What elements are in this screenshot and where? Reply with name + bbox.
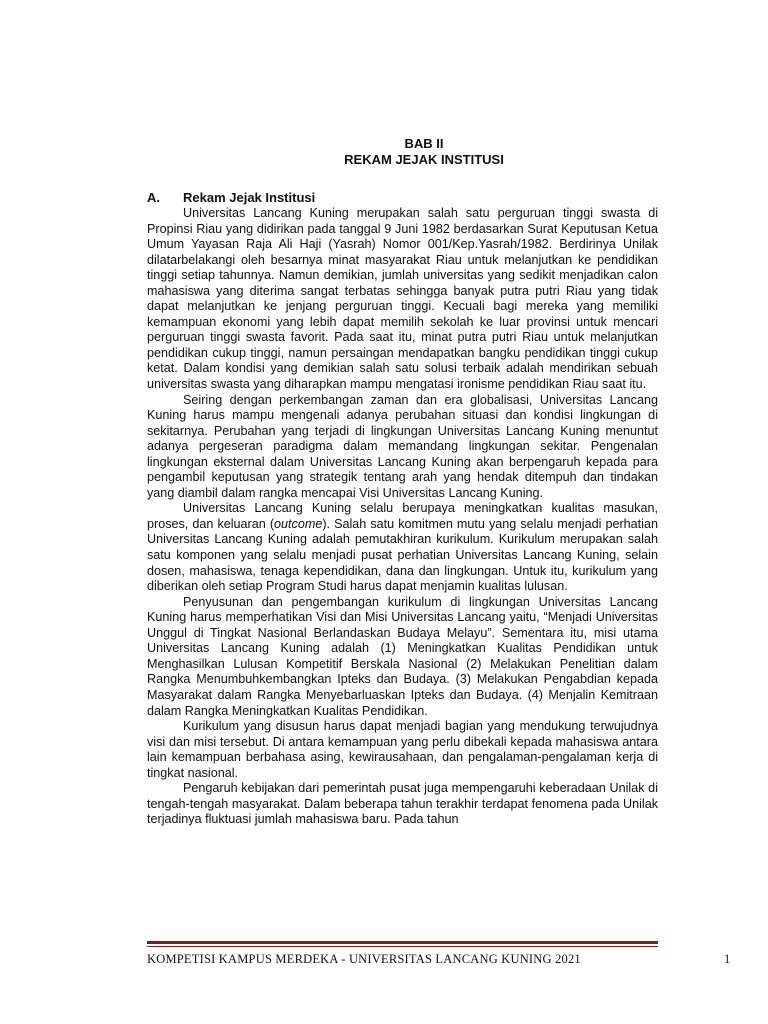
footer-rule-thick xyxy=(147,941,658,944)
italic-term: outcome xyxy=(274,516,323,531)
section-title: Rekam Jejak Institusi xyxy=(183,190,316,205)
page-number: 1 xyxy=(724,952,731,966)
section-heading xyxy=(147,190,315,206)
paragraph: Pengaruh kebijakan dari pemerintah pusat juga mempengaruhi keberadaan Unilak di tengah-tengah masyarakat. Dalam beberapa tahun terakhir terdapat fenomena pada Unilak terjadinya fluktuasi jumlah mahasiswa baru. Pada tahun xyxy=(147,781,658,827)
footer-rule xyxy=(147,941,658,948)
paragraph: Universitas Lancang Kuning merupakan salah satu perguruan tinggi swasta di Propinsi Riau yang didirikan pada tanggal 9 Juni 1982 berdasarkan Surat Keputusan Ketua Umum Yayasan Raja Ali Haji (Yasrah) Nomor 001/Kep.Yasrah/1982. Berdirinya Unilak dilatarbelakangi oleh besarnya minat masyarakat Riau untuk melanjutkan ke pendidikan tinggi setiap tahunnya. Namun demikian, jumlah universitas yang sedikit menjadikan calon mahasiswa yang diterima sangat terbatas sehingga banyak putra putri Riau yang tidak dapat melanjutkan ke jenjang perguruan tinggi. Kecuali bagi mereka yang memiliki kemampuan ekonomi yang lebih dapat memilih sekolah ke luar provinsi untuk mencari perguruan tinggi swasta favorit. Pada saat itu, minat putra putri Riau untuk melanjutkan pendidikan cukup tinggi, namun persaingan mendapatkan bangku pendidikan tinggi cukup ketat. Dalam kondisi yang demikian salah satu solusi terbaik adalah mendirikan sebuah universitas swasta yang diharapkan mampu mengatasi ironisme pendidikan Riau saat itu. xyxy=(147,206,658,392)
chapter-label: BAB II xyxy=(404,136,444,151)
chapter-title: REKAM JEJAK INSTITUSI xyxy=(344,152,504,167)
paragraph: Penyusunan dan pengembangan kurikulum di lingkungan Universitas Lancang Kuning harus memperhatikan Visi dan Misi Universitas Lancang yaitu, “Menjadi Universitas Unggul di Tingkat Nasional Berlandaskan Budaya Melayu”. Sementara itu, misi utama Universitas Lancang Kuning adalah (1) Meningkatkan Kualitas Pendidikan untuk Menghasilkan Lulusan Kompetitif Berskala Nasional (2) Melakukan Penelitian dalam Rangka Menumbuhkembangkan Ipteks dan Budaya. (3) Melakukan Pengabdian kepada Masyarakat dalam Rangka Menyebarluaskan Ipteks dan Budaya. (4) Menjalin Kemitraan dalam Rangka Meningkatkan Kualitas Pendidikan. xyxy=(147,594,658,718)
footer-rule-thin xyxy=(147,946,658,947)
footer-text: KOMPETISI KAMPUS MERDEKA - UNIVERSITAS LANCANG KUNING 2021 xyxy=(147,952,581,966)
paragraph: Universitas Lancang Kuning selalu berupaya meningkatkan kualitas masukan, proses, dan keluaran (outcome). Salah satu komitmen mutu yang selalu menjadi perhatian Universitas Lancang Kuning adalah pemutakhiran kurikulum. Kurikulum merupakan salah satu komponen yang selalu menjadi pusat perhatian Universitas Lancang Kuning, selain dosen, mahasiswa, tenaga kependidikan, dana dan lingkungan. Untuk itu, kurikulum yang diberikan oleh setiap Program Studi harus dapat menjamin kualitas lulusan. xyxy=(147,501,658,594)
body-text xyxy=(147,206,658,828)
paragraph: Seiring dengan perkembangan zaman dan era globalisasi, Universitas Lancang Kuning harus mampu mengenali adanya perubahan situasi dan kondisi lingkungan di sekitarnya. Perubahan yang terjadi di lingkungan Universitas Lancang Kuning menuntut adanya pergeseran paradigma dalam memandang lingkungan sekitar. Pengenalan lingkungan eksternal dalam Universitas Lancang Kuning akan berpengaruh kepada para pengambil keputusan yang strategik tentang arah yang hendak ditempuh dan tindakan yang diambil dalam rangka mencapai Visi Universitas Lancang Kuning. xyxy=(147,392,658,500)
paragraph: Kurikulum yang disusun harus dapat menjadi bagian yang mendukung terwujudnya visi dan misi tersebut. Di antara kemampuan yang perlu dibekali kepada mahasiswa antara lain kemampuan berbahasa asing, kewirausahaan, dan pengalaman-pengalaman kerja di tingkat nasional. xyxy=(147,719,658,780)
section-number: A. xyxy=(147,190,160,205)
